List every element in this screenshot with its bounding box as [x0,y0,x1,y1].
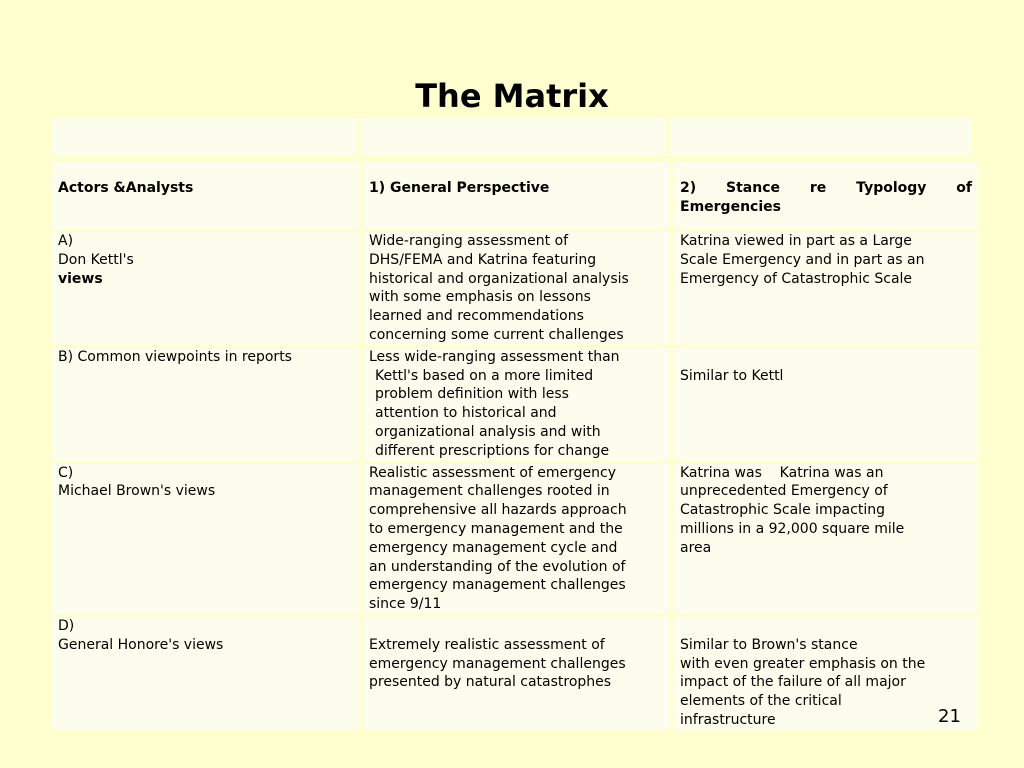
slide-title: The Matrix [415,77,609,115]
empty-header-cell [52,118,357,156]
cell-line: unprecedented Emergency of [680,483,888,500]
cell-line: emergency management challenges [369,655,626,672]
cell-line: organizational analysis and with [375,423,601,440]
perspective-cell [363,461,670,614]
table-row [52,345,978,461]
cell-line: management challenges rooted in [369,483,610,500]
cell-line: A) [58,233,74,249]
cell-line: Emergency of Catastrophic Scale [680,270,913,287]
table-row [52,461,978,614]
column-header-perspective: 1) General Perspective [363,162,670,229]
cell-line: area [680,539,712,556]
cell-line: Katrina viewed in part as a Large [680,233,912,249]
cell-line: to emergency management and the [369,520,623,537]
empty-header-row [52,118,972,156]
actor-cell [52,614,359,730]
stance-cell [674,614,978,730]
cell-line: B) Common viewpoints in reports [58,348,292,365]
cell-line: C) [58,464,74,481]
cell-line: Realistic assessment of emergency [369,464,616,481]
cell-line: Don Kettl's [58,251,134,268]
cell-line: DHS/FEMA and Katrina featuring [369,251,597,268]
perspective-cell [363,229,670,345]
cell-line: Wide-ranging assessment of [369,233,569,249]
cell-line: since 9/11 [369,596,442,613]
perspective-cell [363,614,670,730]
cell-line: presented by natural catastrophes [369,674,612,691]
cell-line: Similar to Brown's stance [680,636,858,653]
stance-cell [674,345,978,461]
matrix-table [48,162,982,730]
cell-line: emergency management challenges [369,577,626,594]
page-number: 21 [938,706,961,727]
cell-line: impact of the failure of all major [680,674,906,691]
table-row [52,614,978,730]
cell-line: millions in a 92,000 square mile [680,520,905,537]
cell-line: Scale Emergency and in part as an [680,251,925,268]
cell-line: learned and recommendations [369,308,584,325]
table-row [52,229,978,345]
cell-line: emergency management cycle and [369,539,618,556]
cell-line: problem definition with less [375,386,569,403]
column-header-stance: 2) Stance re Typology of Emergencies [674,162,978,229]
actor-cell [52,345,359,461]
table-header-row [52,162,978,229]
cell-line: infrastructure [680,711,776,728]
empty-header-cell [670,118,972,156]
stance-cell [674,229,978,345]
cell-line: an understanding of the evolution of [369,558,626,575]
cell-line: concerning some current challenges [369,326,624,343]
column-header-actors: Actors &Analysts [52,162,359,229]
cell-line: comprehensive all hazards approach [369,502,627,519]
cell-line: different prescriptions for change [375,442,610,459]
actor-cell [52,461,359,614]
cell-line: historical and organizational analysis [369,270,629,287]
cell-line: Katrina was Katrina was an [680,464,884,481]
cell-line: with even greater emphasis on the [680,655,926,672]
actor-cell [52,229,359,345]
cell-line: General Honore's views [58,636,224,653]
cell-line: with some emphasis on lessons [369,289,591,306]
stance-cell [674,461,978,614]
cell-line: Similar to Kettl [680,367,784,384]
cell-line: D) [58,617,75,634]
cell-line: Extremely realistic assessment of [369,636,605,653]
cell-line: views [58,270,103,287]
cell-line: Less wide-ranging assessment than [369,348,620,365]
cell-line: Kettl's based on a more limited [375,367,594,384]
cell-line: Michael Brown's views [58,483,216,500]
cell-line: Catastrophic Scale impacting [680,502,885,519]
empty-header-cell [361,118,666,156]
cell-line: attention to historical and [375,405,557,422]
perspective-cell [363,345,670,461]
cell-line: elements of the critical [680,693,842,710]
